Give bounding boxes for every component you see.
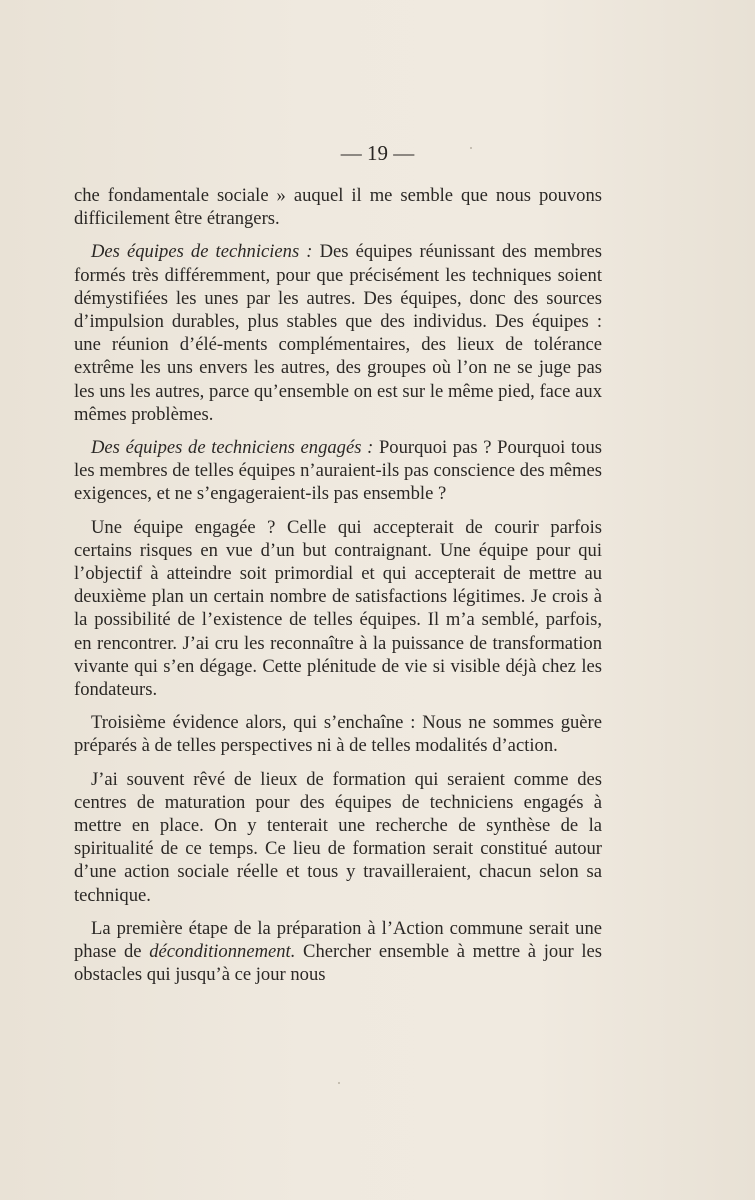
paper-speck	[338, 1082, 340, 1084]
paragraph-3-text: Une équipe engagée ? Celle qui accepterait de courir parfois certains risques en vue d’un but contraignant. Une équipe pour qui l’objectif à atteindre soit primordial et qui accepterait de mettre au deuxième plan un certain nombre de satisfactions légitimes. Je crois à la possibilité de l’existence de telles équipes. Il m’a semblé, parfois, en rencontrer. J’ai cru les reconnaître à la puissance de transformation vivante qui s’en dégage. Cette plénitude de vie si visible déjà chez les fondateurs.	[74, 516, 602, 701]
paragraph-1	[74, 240, 602, 426]
paragraph-4	[74, 711, 602, 757]
paragraph-6-italic-mid: déconditionnement.	[149, 941, 296, 963]
paragraph-0	[74, 184, 602, 230]
paragraph-2-italic-lead: Des équipes de techniciens engagés :	[91, 437, 374, 459]
paragraph-1-text: Des équipes réunissant des membres formés très différemment, pour que précisément les techniques soient démystifiées les unes par les autres. Des équipes, donc des sources d’impulsion durables, plus stables que des individus. Des équipes : une réunion d’élé-ments complémentaires, des lieux de tolérance extrême les uns envers les autres, des groupes où l’on ne se juge pas les uns les autres, parce qu’ensemble on est sur le même pied, face aux mêmes problèmes.	[74, 241, 603, 425]
paragraph-6-text-before: La première étape de la préparation à l’Action commune serait une phase de	[74, 917, 602, 963]
paper-speck	[470, 147, 472, 149]
paragraph-2-text: Pourquoi pas ? Pourquoi tous les membres de telles équipes n’auraient-ils pas conscience des mêmes exigences, et ne s’engageraient-ils pas ensemble ?	[74, 437, 602, 505]
paragraph-6	[74, 917, 602, 987]
paragraph-5-text: J’ai souvent rêvé de lieux de formation qui seraient comme des centres de maturation pour des équipes de techniciens engagés à mettre en place. On y tenterait une recherche de synthèse de la spiritualité de ce temps. Ce lieu de formation serait constitué autour d’une action sociale réelle et tous y travailleraient, chacun selon sa technique.	[74, 768, 602, 906]
paragraph-0-text: che fondamentale sociale » auquel il me semble que nous pouvons difficilement être étrangers.	[74, 185, 602, 230]
paragraph-5	[74, 768, 602, 907]
paragraph-2	[74, 436, 602, 506]
page-number: — 19 —	[340, 141, 415, 165]
paragraph-4-text: Troisième évidence alors, qui s’enchaîne : Nous ne sommes guère préparés à de telles perspectives ni à de telles modalités d’action.	[74, 712, 602, 757]
body-text	[74, 184, 602, 997]
paragraph-3	[74, 516, 602, 702]
paragraph-1-italic-lead: Des équipes de techniciens :	[91, 241, 313, 263]
paragraph-6-text-after: Chercher ensemble à mettre à jour les obstacles qui jusqu’à ce jour nous	[74, 941, 603, 986]
